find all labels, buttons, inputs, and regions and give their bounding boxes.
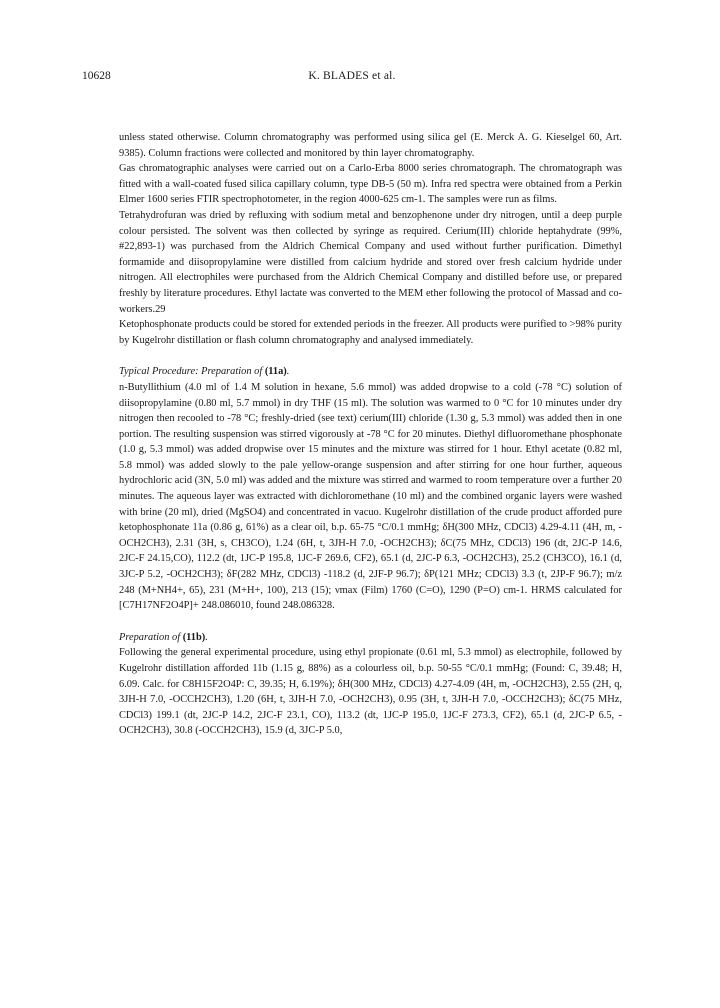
section-gap bbox=[119, 348, 622, 364]
heading-11a-end: . bbox=[286, 366, 290, 378]
paragraph-procedure-11b: Following the general experimental procedure, using ethyl propionate (0.61 ml, 5.3 mmol) as electrophile, followed by Kugelrohr distillation afforded 11b (1.15 g, 88%) as a colourless oil, b.p. 50-55 °C/0.1 mmHg; (Found: C, 39.48; H, 6.09. Calc. for C8H15F2O4P: C, 39.35; H, 6.19%); δH(300 MHz, CDCl3) 4.27-4.09 (4H, m, -OCH2CH3), 2.55 (2H, q, 3JH-H 7.0, -OCCH2CH3), 1.20 (6H, t, 3JH-H 7.0, -OCH2CH3), 0.95 (3H, t, 3JH-H 7.0, -OCCH2CH3); δC(75 MHz, CDCl3) 199.1 (dt, 2JC-P 14.2, 2JC-F 23.1, CO), 113.2 (dt, 1JC-P 195.0, 1JC-F 273.3, CF2), 65.1 (d, 2JC-P 6.5, -OCH2CH3), 30.8 (-OCCH2CH3), 15.9 (d, 3JC-P 5.0, bbox=[119, 647, 622, 737]
paragraph-procedure-11a: n-Butyllithium (4.0 ml of 1.4 M solution in hexane, 5.6 mmol) was added dropwise to a cold (-78 °C) solution of diisopropylamine (0.80 ml, 5.7 mmol) in dry THF (15 ml). The solution was warmed to 0 °C for 10 minutes under dry nitrogen then recooled to -78 °C; freshly-dried (see text) cerium(III) chloride (1.30 g, 5.3 mmol) was added then in one portion. The resulting suspension was stirred vigorously at -78 °C for 20 minutes. Diethyl difluoromethane phosphonate (1.0 g, 5.3 mmol) was added dropwise over 15 minutes and the mixture was stirred for 1 hour. Ethyl acetate (0.82 ml, 5.8 mmol) was added slowly to the pale yellow-orange suspension and after stirring for one hour further, aqueous hydrochloric acid (3N, 5.0 ml) was added and the mixture was stirred and warmed to room temperature over a further 20 minutes. The aqueous layer was extracted with dichloromethane (10 ml) and the combined organic layers were washed with brine (20 ml), dried (MgSO4) and concentrated in vacuo. Kugelrohr distillation of the crude product afforded pure ketophosphonate 11a (0.86 g, 61%) as a clear oil, b.p. 65-75 °C/0.1 mmHg; δH(300 MHz, CDCl3) 4.29-4.11 (4H, m, -OCH2CH3), 2.31 (3H, s, CH3CO), 1.24 (6H, t, 3JH-H 7.0, -OCH2CH3); δC(75 MHz, CDCl3) 196 (dt, 2JC-P 14.6, 2JC-F 24.15,CO), 112.2 (dt, 1JC-P 195.8, 1JC-F 269.6, CF2), 65.1 (d, 2JC-P 6.3, -OCH2CH3), 25.2 (CH3CO), 16.1 (d, 3JC-P 5.2, -OCH2CH3); δF(282 MHz, CDCl3) -118.2 (d, 2JF-P 96.7); δP(121 MHz; CDCl3) 3.3 (t, 2JP-F 96.7); m/z 248 (M+NH4+, 65), 231 (M+H+, 100), 213 (15); νmax (Film) 1760 (C=O), 1290 (P=O) cm-1. HRMS calculated for [C7H17NF2O4P]+ 248.086010, found 248.086328. bbox=[119, 381, 622, 612]
paragraph-storage: Ketophosphonate products could be stored for extended periods in the freezer. All products were purified to >98% purity by Kugelrohr distillation or flash column chromatography and analysed immediately. bbox=[119, 319, 622, 346]
paragraph-chromatography: unless stated otherwise. Column chromatography was performed using silica gel (E. Merck A. G. Kieselgel 60, Art. 9385). Column fractions were collected and monitored by thin layer chromatography. bbox=[119, 132, 622, 159]
heading-preparation-11b bbox=[119, 630, 622, 646]
running-head: K. BLADES et al. bbox=[308, 70, 396, 82]
heading-11a-compound: (11a) bbox=[264, 366, 287, 378]
body-text bbox=[119, 130, 622, 739]
page-header bbox=[82, 70, 622, 90]
page-number: 10628 bbox=[82, 70, 111, 82]
paragraph-reagents: Tetrahydrofuran was dried by refluxing with sodium metal and benzophenone under dry nitrogen, until a deep purple colour persisted. The solvent was then collected by syringe as required. Cerium(III) chloride heptahydrate (99%, #22,893-1) was purchased from the Aldrich Chemical Company and used without further purification. Dimethyl formamide and diisopropylamine were distilled from calcium hydride and stored over fresh calcium hydride under nitrogen. All electrophiles were purchased from the Aldrich Chemical Company and distilled before use, or prepared freshly by literature procedures. Ethyl lactate was converted to the MEM ether following the protocol of Massad and co-workers.29 bbox=[119, 209, 622, 315]
heading-11b-end: . bbox=[205, 631, 208, 643]
section-gap bbox=[119, 614, 622, 630]
heading-11b-text: Preparation of bbox=[119, 631, 183, 643]
heading-11a-text: Typical Procedure: Preparation of bbox=[119, 366, 265, 378]
heading-11b-compound: (11b) bbox=[182, 631, 206, 643]
paragraph-gc-ir: Gas chromatographic analyses were carried out on a Carlo-Erba 8000 series chromatograph. The chromatograph was fitted with a wall-coated fused silica capillary column, type DB-5 (50 m). Infra red spectra were obtained from a Perkin Elmer 1600 series FTIR spectrophotometer, in the region 4000-625 cm-1. The samples were run as films. bbox=[119, 163, 622, 206]
heading-preparation-11a bbox=[119, 364, 622, 380]
